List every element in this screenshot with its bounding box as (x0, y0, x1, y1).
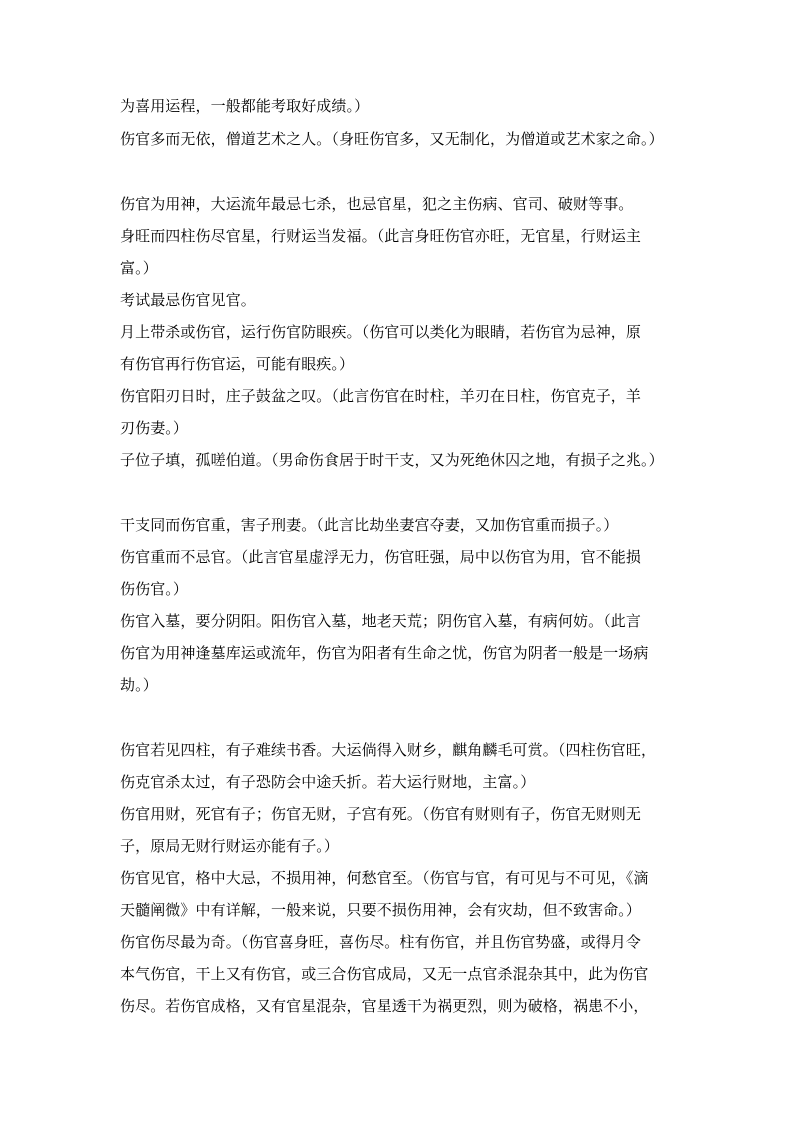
text-line: 伤官入墓，要分阴阳。阳伤官入墓，地老天荒；阴伤官入墓，有病何妨。（此言 (120, 612, 642, 630)
text-line: 伤官伤尽最为奇。（伤官喜身旺，喜伤尽。柱有伤官，并且伤官势盛，或得月令 (120, 933, 642, 951)
text-line: 伤官若见四柱，有子难续书香。大运倘得入财乡，麒角麟毛可赏。（四柱伤官旺， (120, 741, 657, 759)
text-line: 刃伤妻。） (120, 419, 189, 437)
text-line: 伤官为用神，大运流年最忌七杀，也忌官星，犯之主伤病、官司、破财等事。 (120, 195, 634, 213)
text-line: 有伤官再行伤官运，可能有眼疾。） (120, 355, 355, 373)
text-line: 子位子填，孤嗟伯道。（男命伤食居于时干支，又为死绝休囚之地，有损子之兆。） (120, 451, 664, 469)
text-line: 考试最忌伤官见官。 (120, 291, 256, 309)
text-line: 伤官用财，死官有子；伤官无财，子宫有死。（伤官有财则有子，伤官无财则无 (120, 805, 642, 823)
text-line: 伤尽。若伤官成格，又有官星混杂，官星透干为祸更烈，则为破格，祸患不小， (120, 997, 649, 1015)
text-line: 劫。） (120, 676, 158, 694)
text-line: 子，原局无财行财运亦能有子。） (120, 837, 340, 855)
text-line: 干支同而伤官重，害子刑妻。（此言比劫坐妻宫夺妻，又加伤官重而损子。） (120, 516, 619, 534)
text-line: 天髓阐微》中有详解，一般来说，只要不损伤用神，会有灾劫，但不致害命。） (120, 901, 642, 919)
text-line: 伤官见官，格中大忌，不损用神，何愁官至。（伤官与官，有可见与不可见，《滴 (120, 869, 649, 887)
text-line: 伤官多而无依，僧道艺术之人。（身旺伤官多，又无制化，为僧道或艺术家之命。） (120, 130, 664, 148)
text-line: 伤伤官。） (120, 580, 189, 598)
text-line: 身旺而四柱伤尽官星，行财运当发福。（此言身旺伤官亦旺，无官星，行财运主 (120, 227, 642, 245)
text-line: 伤克官杀太过，有子恐防会中途夭折。若大运行财地，主富。） (120, 773, 536, 791)
text-line: 伤官阳刃日时，庄子鼓盆之叹。（此言伤官在时柱，羊刃在日柱，伤官克子，羊 (120, 387, 642, 405)
text-line: 为喜用运程，一般都能考取好成绩。） (120, 97, 370, 115)
text-line: 伤官重而不忌官。（此言官星虚浮无力，伤官旺强，局中以伤官为用，官不能损 (120, 548, 642, 566)
text-line: 本气伤官，干上又有伤官，或三合伤官成局，又无一点官杀混杂其中，此为伤官 (120, 965, 649, 983)
text-line: 富。） (120, 259, 158, 277)
text-line: 伤官为用神逢墓库运或流年，伤官为阳者有生命之忧，伤官为阴者一般是一场病 (120, 644, 649, 662)
text-line: 月上带杀或伤官，运行伤官防眼疾。（伤官可以类化为眼睛，若伤官为忌神，原 (120, 323, 642, 341)
